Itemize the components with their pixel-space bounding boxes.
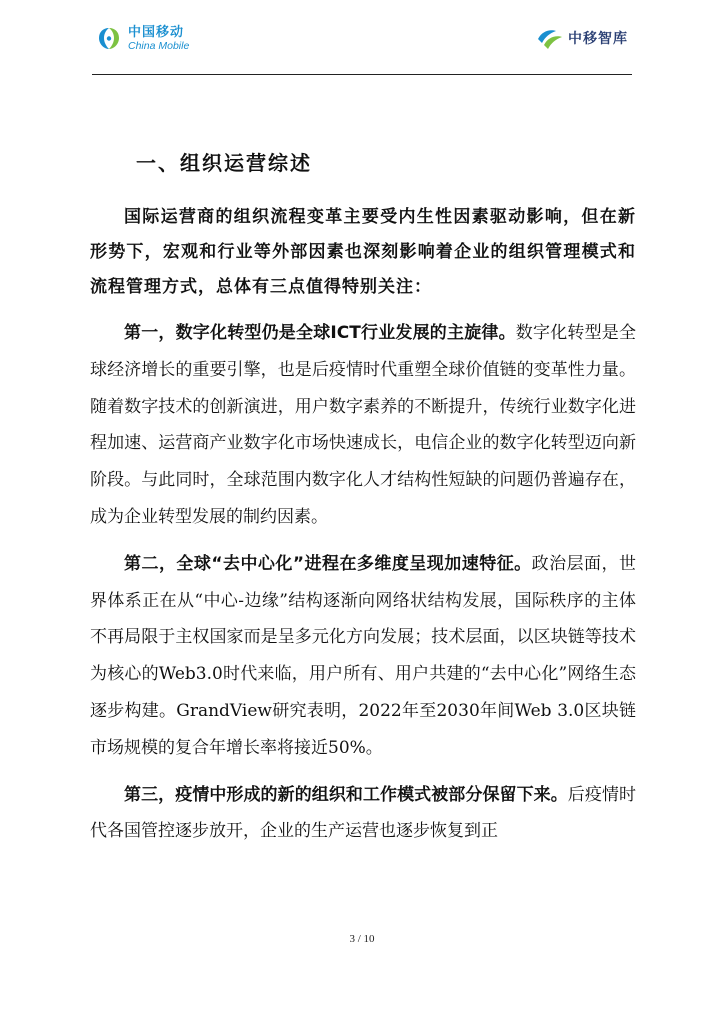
document-body <box>90 142 636 850</box>
point-paragraph-2 <box>90 546 636 767</box>
china-mobile-logo <box>96 26 189 52</box>
section-heading: 一、组织运营综述 <box>136 151 312 175</box>
page-header <box>0 0 724 78</box>
china-mobile-emblem-icon <box>96 26 122 52</box>
think-tank-logo-cn: 中移智库 <box>568 31 628 47</box>
page-number: 3 / 10 <box>349 933 375 945</box>
china-mobile-logo-cn: 中国移动 <box>128 25 185 41</box>
header-divider <box>92 74 632 75</box>
think-tank-logo <box>536 25 628 51</box>
point-paragraph-3 <box>90 777 636 851</box>
think-tank-emblem-icon <box>536 25 564 51</box>
point-lead-3: 第三，疫情中形成的新的组织和工作模式被部分保留下来。 <box>124 784 568 805</box>
point-body-3: 后疫情时代各国管控逐步放开，企业的生产运营也逐步恢复到正 <box>90 784 637 842</box>
point-lead-1: 第一，数字化转型仍是全球ICT行业发展的主旋律。 <box>124 323 516 343</box>
point-paragraph-1 <box>90 315 636 536</box>
point-body-1: 数字化转型是全球经济增长的重要引擎，也是后疫情时代重塑全球价值链的变革性力量。随着数字技术的创新演进，用户数字素养的不断提升，传统行业数字化进程加速、运营商产业数字化市场快速成长，电信企业的数字化转型迈向新阶段。与此同时，全球范围内数字化人才结构性短缺的问题仍普遍存在，成为企业转型发展的制约因素。 <box>90 323 636 527</box>
intro-paragraph: 国际运营商的组织流程变革主要受内生性因素驱动影响，但在新形势下，宏观和行业等外部因素也深刻影响着企业的组织管理模式和流程管理方式，总体有三点值得特别关注： <box>90 207 636 297</box>
point-body-2: 政治层面，世界体系正在从“中心-边缘”结构逐渐向网络状结构发展，国际秩序的主体不再局限于主权国家而是呈多元化方向发展；技术层面，以区块链等技术为核心的Web3.0时代来临，用户所有、用户共建的“去中心化”网络生态逐步构建。GrandView研究表明，2022年至2030年间Web 3.0区块链市场规模的复合年增长率将接近50%。 <box>90 553 636 758</box>
china-mobile-logo-en: China Mobile <box>128 40 190 53</box>
point-lead-2: 第二，全球“去中心化”进程在多维度呈现加速特征。 <box>124 553 532 574</box>
